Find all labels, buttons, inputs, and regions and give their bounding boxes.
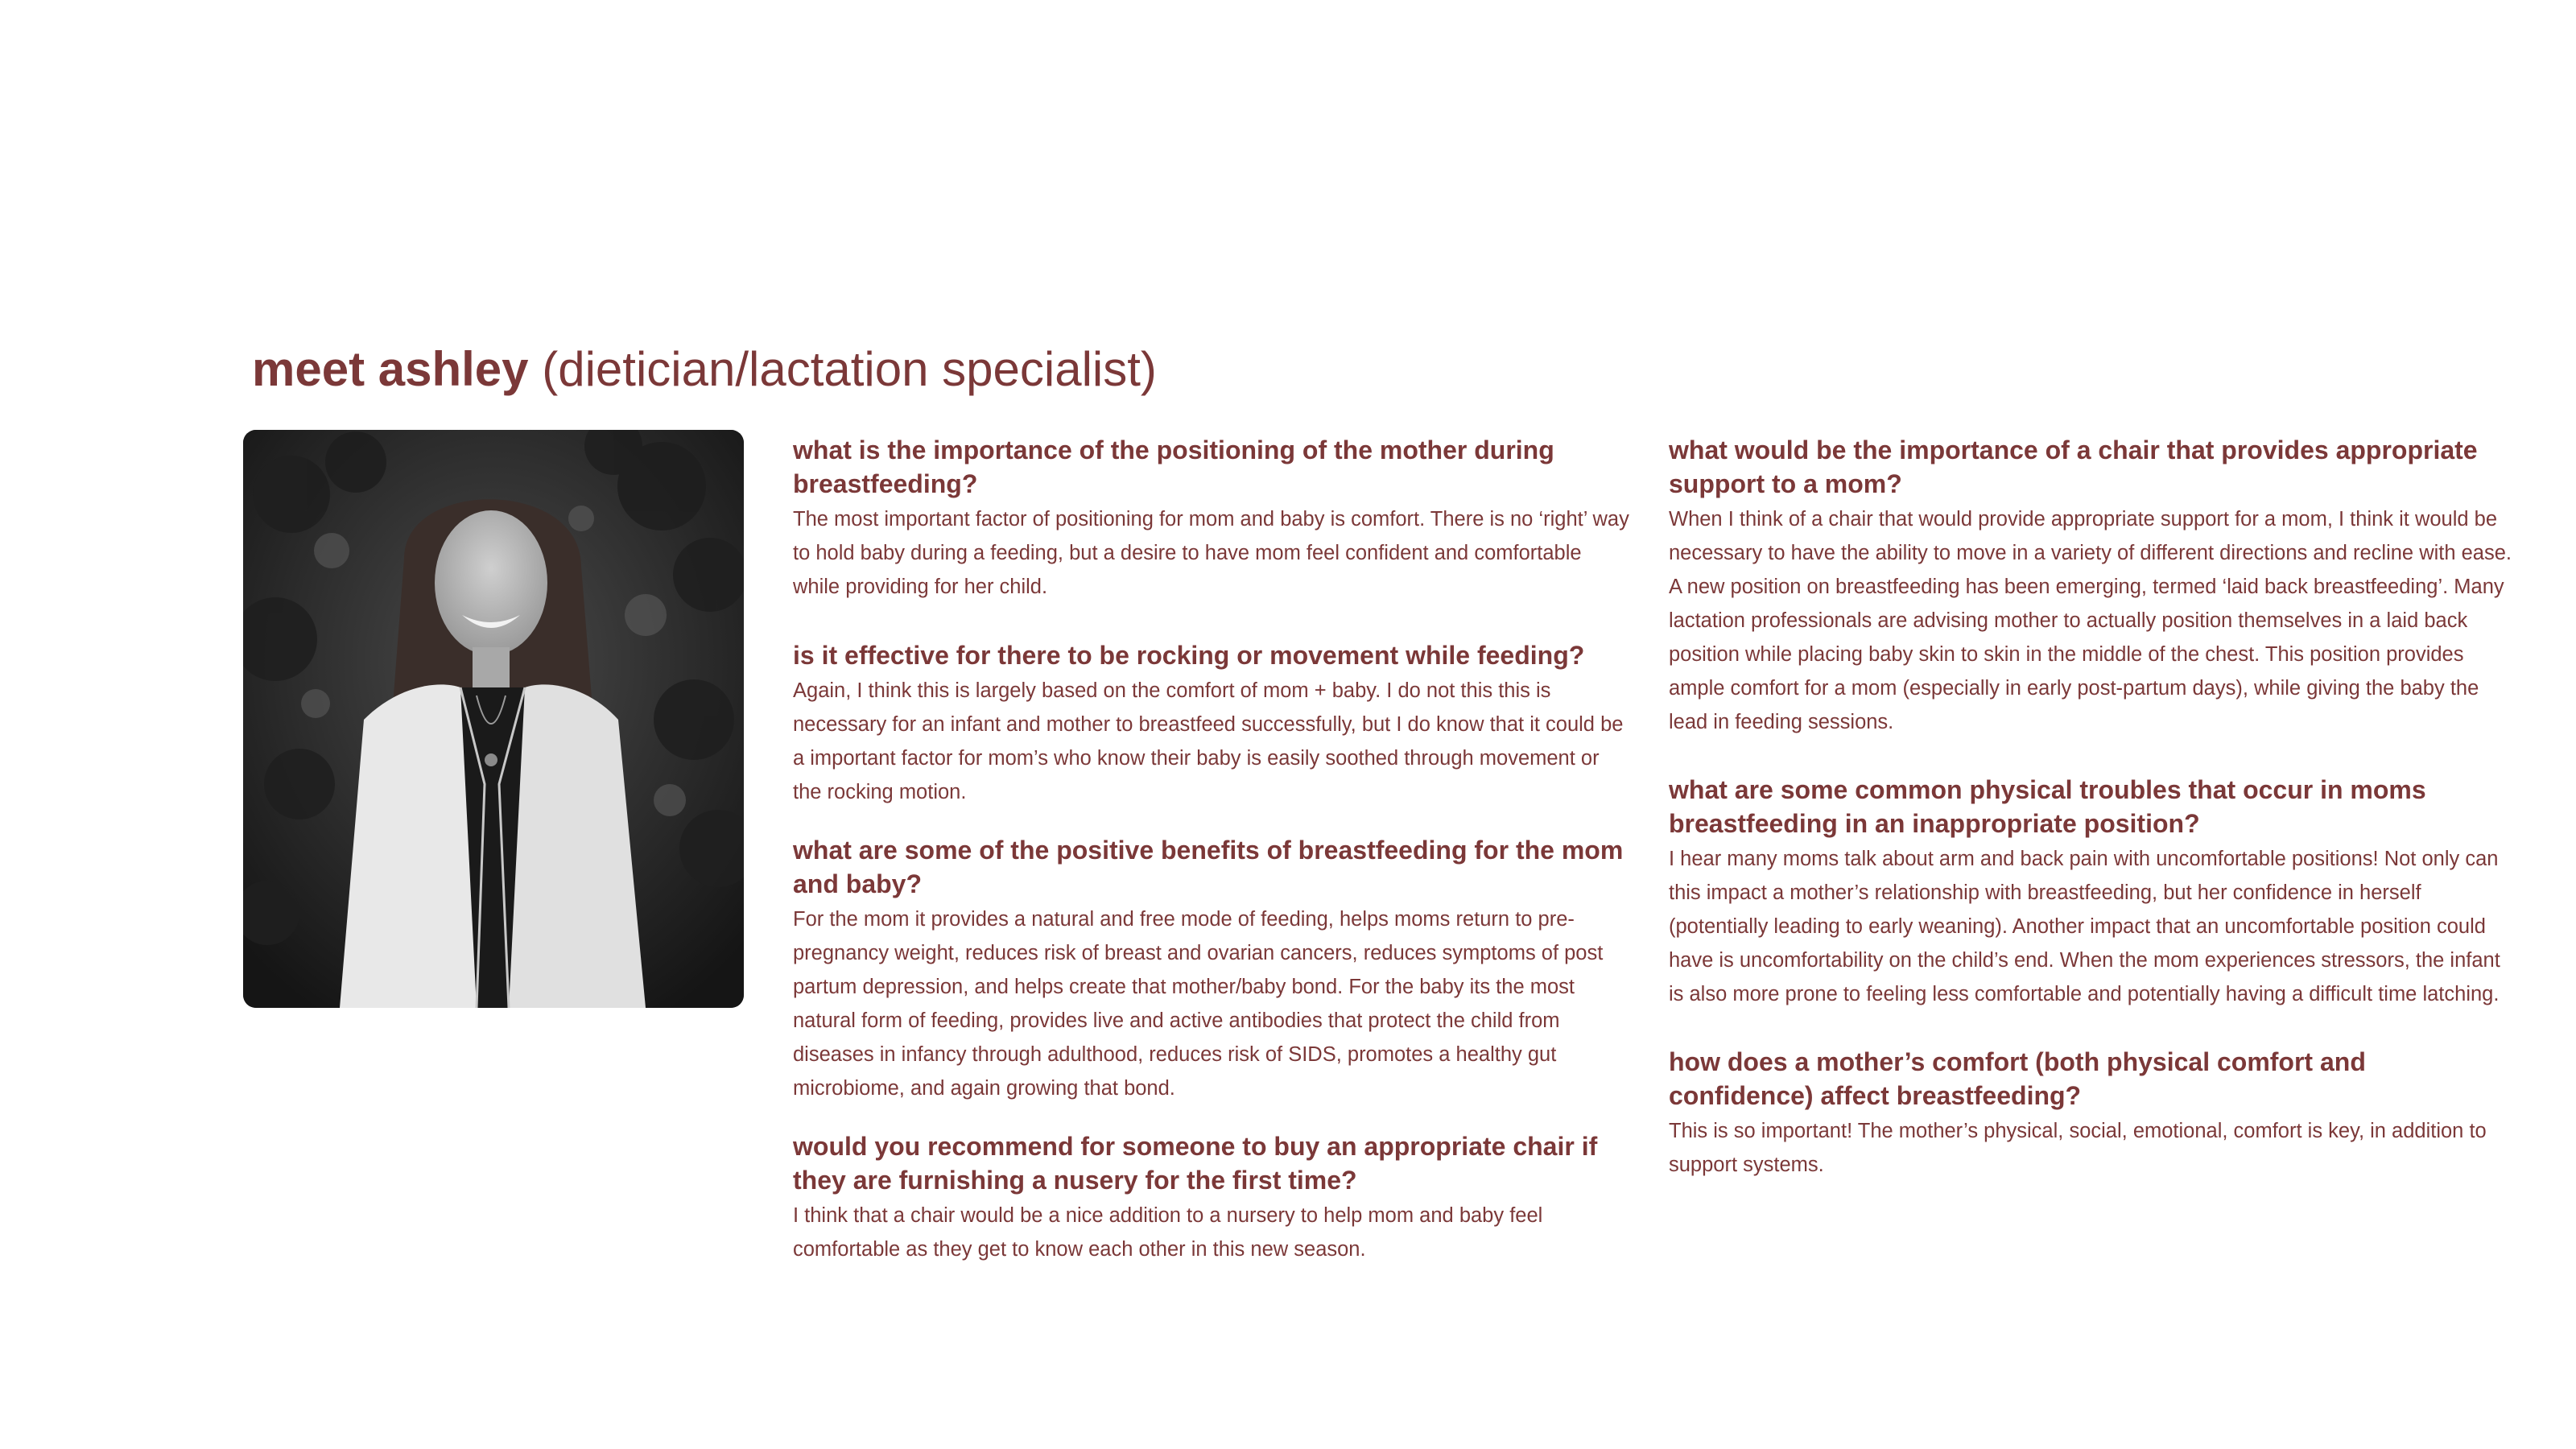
title-role: (dietician/lactation specialist) — [542, 342, 1157, 396]
answer-text: I hear many moms talk about arm and back pain with uncomfortable positions! Not only can this impact a mother’s relationship with breastfeeding, but her confidence in herself (potentially leading to early weaning). Another impact that an uncomfortable position could have is uncomfortability on the child’s end. When the mom experiences stressors, the infant is also more prone to feeling less comfortable and potentially having a difficult time latching. — [1669, 848, 2500, 1005]
question-text: what is the importance of the positioning of the mother during breastfeeding? — [793, 436, 1554, 498]
title-name: meet ashley — [252, 342, 529, 396]
right-qa-column — [1669, 433, 2514, 1182]
question-text: would you recommend for someone to buy an appropriate chair if they are furnishing a nusery for the first time? — [793, 1132, 1598, 1195]
answer-text: The most important factor of positioning for mom and baby is comfort. There is no ‘right’ way to hold baby during a feeding, but a desire to have mom feel confident and comfortable while providing for her child. — [793, 508, 1629, 598]
qa-item — [793, 638, 1630, 809]
answer-text: This is so important! The mother’s physical, social, emotional, comfort is key, in addition to support systems. — [1669, 1120, 2487, 1176]
qa-item — [1669, 1045, 2514, 1182]
answer-text: I think that a chair would be a nice addition to a nursery to help mom and baby feel comfortable as they get to know each other in this new season. — [793, 1204, 1543, 1261]
question-text: what are some of the positive benefits of breastfeeding for the mom and baby? — [793, 836, 1624, 898]
qa-item — [793, 433, 1630, 604]
answer-text: When I think of a chair that would provide appropriate support for a mom, I think it would be necessary to have the ability to move in a variety of different directions and recline with ease. A new position on breastfeeding has been emerging, termed ‘laid back breastfeeding’. Many lactation professionals are advising mother to actually position themselves in a laid back position while placing baby skin to skin in the middle of the chest. This position provides ample comfort for a mom (especially in early post-partum days), while giving the baby the lead in feeding sessions. — [1669, 508, 2512, 733]
qa-item — [793, 833, 1630, 1105]
question-text: is it effective for there to be rocking or movement while feeding? — [793, 641, 1585, 670]
page-title — [252, 335, 1157, 404]
left-qa-column — [793, 433, 1630, 1266]
question-text: what are some common physical troubles that occur in moms breastfeeding in an inappropriate position? — [1669, 775, 2426, 838]
qa-item — [793, 1129, 1630, 1266]
question-text: what would be the importance of a chair that provides appropriate support to a mom? — [1669, 436, 2478, 498]
question-text: how does a mother’s comfort (both physical comfort and confidence) affect breastfeeding? — [1669, 1047, 2366, 1110]
qa-item — [1669, 433, 2514, 739]
portrait-photo — [243, 430, 744, 1008]
answer-text: Again, I think this is largely based on the comfort of mom + baby. I do not this this is necessary for an infant and mother to breastfeed successfully, but I do know that it could be a important factor for mom’s who know their baby is easily soothed through movement or the rocking motion. — [793, 679, 1624, 803]
portrait-illustration — [243, 430, 744, 1008]
answer-text: For the mom it provides a natural and free mode of feeding, helps moms return to pre-pregnancy weight, reduces risk of breast and ovarian cancers, reduces symptoms of post partum depression, and helps create that mother/baby bond. For the baby its the most natural form of feeding, provides live and active antibodies that protect the child from diseases in infancy through adulthood, reduces risk of SIDS, promotes a healthy gut microbiome, and again growing that bond. — [793, 908, 1604, 1100]
qa-item — [1669, 773, 2514, 1011]
